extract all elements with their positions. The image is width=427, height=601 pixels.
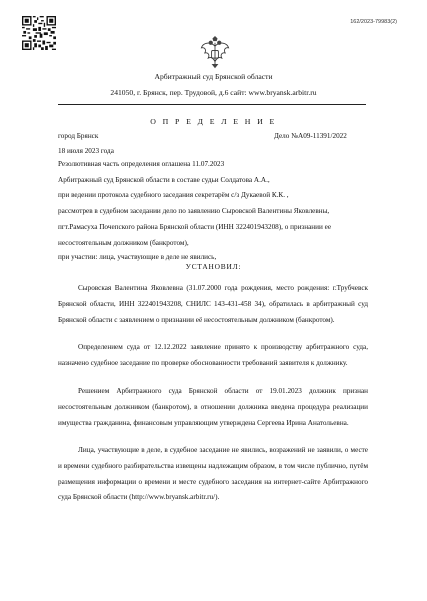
paragraph-decision: Решением Арбитражного суда Брянской области от 19.01.2023 должник признан несостоятельным должником (банкротом), в отношении должника введена процедура реализации имущества гражданина, финансовым управляющим утверждена Сергеева Ирина Анатольевна.: [58, 387, 368, 427]
established-heading: УСТАНОВИЛ:: [185, 262, 242, 271]
header-divider: [58, 104, 366, 105]
paragraph-announced: Резолютивная часть определения оглашена 11.07.2023: [58, 160, 225, 168]
document-date: 18 июля 2023 года: [58, 147, 114, 155]
document-number: 162/2023-79983(2): [350, 19, 397, 25]
paragraph-composition: Арбитражный суд Брянской области в составе судьи Солдатова А.А.,: [58, 176, 270, 184]
qr-code-icon: [22, 16, 56, 50]
paragraph-parties: Лица, участвующие в деле, в судебное заседание не явились, возражений не заявили, о месте и времени судебного разбирательства извещены надлежащим образом, в том числе публично, путём размещения информации о времени и месте судебного заседания на интернет-сайте Арбитражного суда Брянской области (http://www.bryansk.arbitr.ru/).: [58, 446, 368, 502]
paragraph-accepted: Определением суда от 12.12.2022 заявление принято к производству арбитражного суда, назначено судебное заседание по проверке обоснованности требований заявителя к должнику.: [58, 343, 368, 367]
court-address: 241050, г. Брянск, пер. Трудовой, д.6 сайт: www.bryansk.arbitr.ru: [110, 88, 317, 97]
court-name: Арбитражный суд Брянской области: [154, 72, 273, 81]
coat-of-arms-icon: [198, 36, 232, 70]
case-number: Дело №А09-11391/2022: [274, 132, 347, 140]
city: город Брянск: [58, 132, 99, 140]
document-title: О П Р Е Д Е Л Е Н И Е: [150, 117, 277, 126]
paragraph-review: рассмотрев в судебном заседании дело по заявлению Сыровской Валентины Яковлевны, пгт.Рамасуха Почепского района Брянской области (ИНН 322401943208), о признании ее несостоятельным должником (банкротом),: [58, 207, 332, 247]
paragraph-present: при участии: лица, участвующие в деле не явились,: [58, 253, 217, 261]
paragraph-secretary: при ведении протокола судебного заседания секретарём с/з Дукаевой К.К. ,: [58, 191, 289, 199]
paragraph-established: Сыровская Валентина Яковлевна (31.07.2000 года рождения, место рождения: г.Трубчевск Брянской области, ИНН 322401943208, СНИЛС 143-431-458 34), обратилась в арбитражный суд Брянской области с заявлением о признании её несостоятельным должником (банкротом).: [58, 284, 368, 324]
